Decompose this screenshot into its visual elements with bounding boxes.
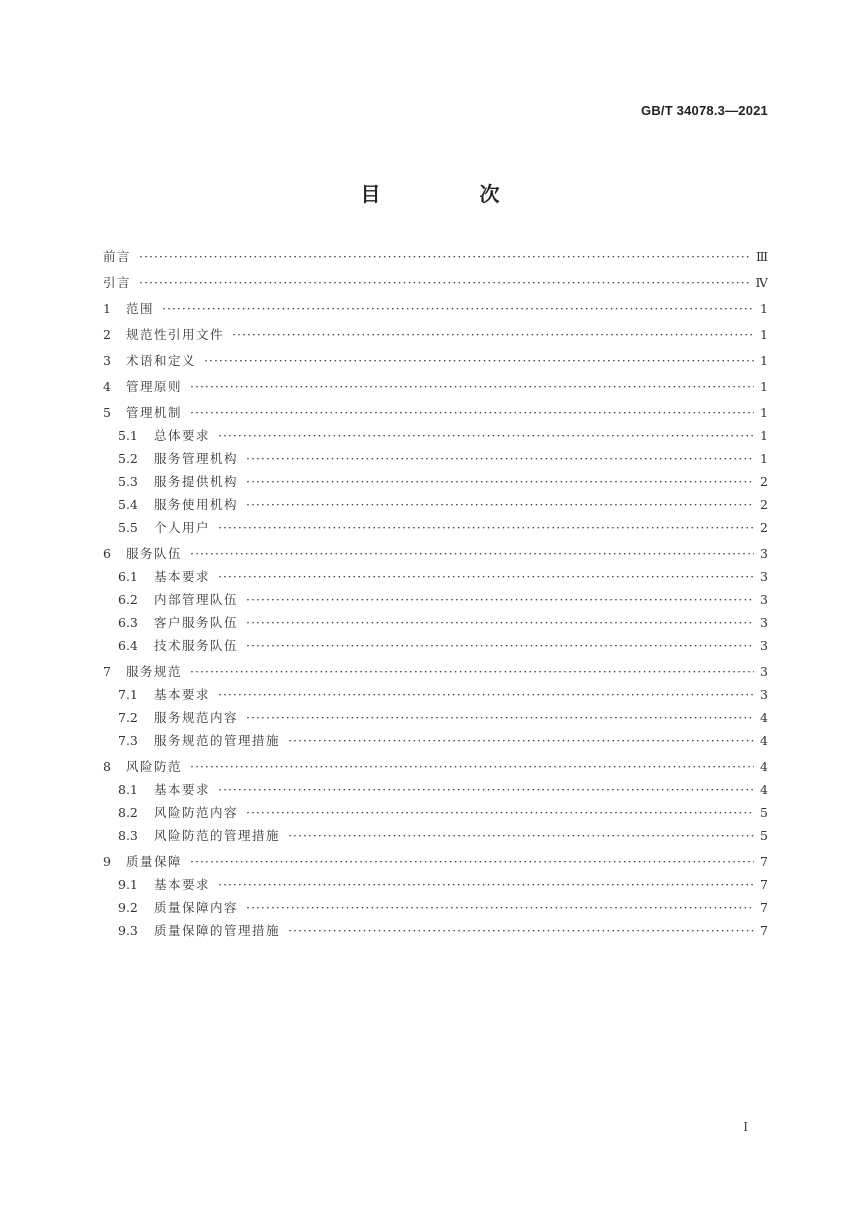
toc-entry-title: 服务提供机构 [154, 474, 239, 489]
toc-entry[interactable] [103, 493, 768, 516]
toc-entry-number: 8.1 [118, 782, 138, 797]
dot-leader [218, 873, 754, 896]
dot-leader [246, 611, 754, 634]
toc-entry-number: 6.3 [118, 615, 138, 630]
toc-entry[interactable] [103, 349, 768, 372]
dot-leader [190, 375, 754, 398]
toc-entry-page: Ⅳ [755, 275, 768, 290]
dot-leader [218, 778, 754, 801]
toc-entry-title: 前言 [103, 249, 132, 264]
toc-entry-number: 6 [103, 546, 111, 561]
dot-leader [204, 349, 754, 372]
toc-entry[interactable] [103, 401, 768, 424]
toc-entry-number: 3 [103, 353, 111, 368]
toc-entry-page: 3 [760, 592, 768, 607]
dot-leader [139, 271, 749, 294]
toc-entry[interactable] [103, 706, 768, 729]
toc-entry-title: 管理机制 [126, 405, 183, 420]
dot-leader [246, 493, 754, 516]
dot-leader [190, 401, 754, 424]
toc-entry-number: 6.2 [118, 592, 138, 607]
toc-entry-title: 风险防范的管理措施 [154, 828, 281, 843]
toc-entry[interactable] [103, 850, 768, 873]
toc-entry-number: 7.3 [118, 733, 138, 748]
toc-entry-number: 8 [103, 759, 111, 774]
dot-leader [246, 634, 754, 657]
toc-entry-title: 服务规范的管理措施 [154, 733, 281, 748]
toc-entry-page: 5 [760, 805, 768, 820]
toc-entry[interactable] [103, 919, 768, 942]
toc-entry-number: 5.3 [118, 474, 138, 489]
toc-entry-page: 5 [760, 828, 768, 843]
toc-entry-number: 4 [103, 379, 111, 394]
dot-leader [246, 447, 754, 470]
table-of-contents [103, 245, 768, 942]
toc-entry-page: 1 [760, 379, 768, 394]
toc-entry-number: 9 [103, 854, 111, 869]
toc-entry-title: 总体要求 [154, 428, 211, 443]
toc-entry-page: 1 [760, 405, 768, 420]
toc-entry-page: 3 [760, 687, 768, 702]
toc-entry-title: 服务使用机构 [154, 497, 239, 512]
toc-entry[interactable] [103, 516, 768, 539]
dot-leader [162, 297, 754, 320]
toc-entry-number: 5 [103, 405, 111, 420]
toc-entry[interactable] [103, 323, 768, 346]
toc-entry-number: 9.3 [118, 923, 138, 938]
toc-entry-page: 1 [760, 301, 768, 316]
toc-entry-title: 基本要求 [154, 569, 211, 584]
dot-leader [288, 824, 754, 847]
toc-entry[interactable] [103, 470, 768, 493]
toc-entry-title: 服务队伍 [126, 546, 183, 561]
toc-entry-page: 7 [760, 900, 768, 915]
toc-entry[interactable] [103, 542, 768, 565]
dot-leader [218, 683, 754, 706]
toc-entry-page: 3 [760, 546, 768, 561]
toc-entry-page: 4 [760, 759, 768, 774]
toc-entry-title: 规范性引用文件 [126, 327, 225, 342]
toc-entry-title: 引言 [103, 275, 132, 290]
toc-entry-page: 7 [760, 877, 768, 892]
toc-entry[interactable] [103, 245, 768, 268]
dot-leader [218, 424, 754, 447]
toc-entry[interactable] [103, 375, 768, 398]
toc-entry-title: 术语和定义 [126, 353, 197, 368]
dot-leader [246, 706, 754, 729]
dot-leader [232, 323, 754, 346]
toc-entry-number: 5.1 [118, 428, 138, 443]
toc-entry[interactable] [103, 271, 768, 294]
toc-entry-page: 2 [760, 497, 768, 512]
toc-entry-page: 7 [760, 854, 768, 869]
toc-entry-page: 1 [760, 353, 768, 368]
toc-entry-number: 9.1 [118, 877, 138, 892]
toc-entry[interactable] [103, 297, 768, 320]
toc-entry-title: 范围 [126, 301, 155, 316]
toc-entry-number: 8.3 [118, 828, 138, 843]
dot-leader [190, 542, 754, 565]
toc-entry-page: 4 [760, 733, 768, 748]
toc-entry-page: 1 [760, 428, 768, 443]
toc-entry[interactable] [103, 683, 768, 706]
toc-entry[interactable] [103, 896, 768, 919]
dot-leader [246, 470, 754, 493]
toc-entry[interactable] [103, 801, 768, 824]
toc-entry[interactable] [103, 824, 768, 847]
toc-entry[interactable] [103, 660, 768, 683]
toc-entry[interactable] [103, 611, 768, 634]
toc-entry-page: 1 [760, 451, 768, 466]
page-number: I [743, 1120, 748, 1134]
toc-entry-page: Ⅲ [755, 249, 768, 264]
toc-entry-title: 内部管理队伍 [154, 592, 239, 607]
dot-leader [190, 850, 754, 873]
toc-entry-number: 7.1 [118, 687, 138, 702]
toc-entry-page: 3 [760, 664, 768, 679]
toc-entry[interactable] [103, 588, 768, 611]
dot-leader [190, 755, 754, 778]
page-title: 目 次 [360, 182, 546, 206]
toc-entry[interactable] [103, 729, 768, 752]
dot-leader [246, 588, 754, 611]
toc-entry-title: 质量保障的管理措施 [154, 923, 281, 938]
dot-leader [218, 565, 754, 588]
toc-entry[interactable] [103, 755, 768, 778]
toc-entry-page: 3 [760, 569, 768, 584]
toc-entry-title: 个人用户 [154, 520, 211, 535]
dot-leader [218, 516, 754, 539]
toc-entry-number: 5.2 [118, 451, 138, 466]
standard-code: GB/T 34078.3—2021 [641, 103, 768, 118]
dot-leader [288, 729, 754, 752]
dot-leader [190, 660, 754, 683]
toc-entry-page: 4 [760, 782, 768, 797]
toc-entry-title: 服务规范内容 [154, 710, 239, 725]
toc-entry-number: 6.4 [118, 638, 138, 653]
toc-entry-number: 6.1 [118, 569, 138, 584]
dot-leader [288, 919, 754, 942]
dot-leader [246, 801, 754, 824]
toc-entry-title: 基本要求 [154, 687, 211, 702]
toc-entry-number: 5.4 [118, 497, 138, 512]
toc-entry-number: 7.2 [118, 710, 138, 725]
toc-entry-page: 7 [760, 923, 768, 938]
toc-entry[interactable] [103, 873, 768, 896]
toc-entry-number: 9.2 [118, 900, 138, 915]
toc-entry-number: 8.2 [118, 805, 138, 820]
toc-entry-title: 风险防范内容 [154, 805, 239, 820]
toc-entry[interactable] [103, 565, 768, 588]
dot-leader [139, 245, 750, 268]
toc-entry-page: 1 [760, 327, 768, 342]
toc-entry[interactable] [103, 447, 768, 470]
toc-entry-page: 3 [760, 638, 768, 653]
toc-entry-title: 风险防范 [126, 759, 183, 774]
toc-entry[interactable] [103, 778, 768, 801]
toc-entry-page: 3 [760, 615, 768, 630]
toc-entry-title: 质量保障内容 [154, 900, 239, 915]
toc-entry-title: 服务规范 [126, 664, 183, 679]
toc-entry-title: 基本要求 [154, 877, 211, 892]
toc-entry-title: 技术服务队伍 [154, 638, 239, 653]
toc-entry-number: 5.5 [118, 520, 138, 535]
toc-entry-title: 服务管理机构 [154, 451, 239, 466]
toc-entry-number: 1 [103, 301, 111, 316]
toc-entry-title: 基本要求 [154, 782, 211, 797]
toc-entry[interactable] [103, 424, 768, 447]
toc-entry-title: 客户服务队伍 [154, 615, 239, 630]
toc-entry-number: 7 [103, 664, 111, 679]
toc-entry-page: 2 [760, 474, 768, 489]
dot-leader [246, 896, 754, 919]
toc-entry-title: 管理原则 [126, 379, 183, 394]
toc-entry-page: 2 [760, 520, 768, 535]
toc-entry-number: 2 [103, 327, 111, 342]
toc-entry-page: 4 [760, 710, 768, 725]
toc-entry-title: 质量保障 [126, 854, 183, 869]
toc-entry[interactable] [103, 634, 768, 657]
